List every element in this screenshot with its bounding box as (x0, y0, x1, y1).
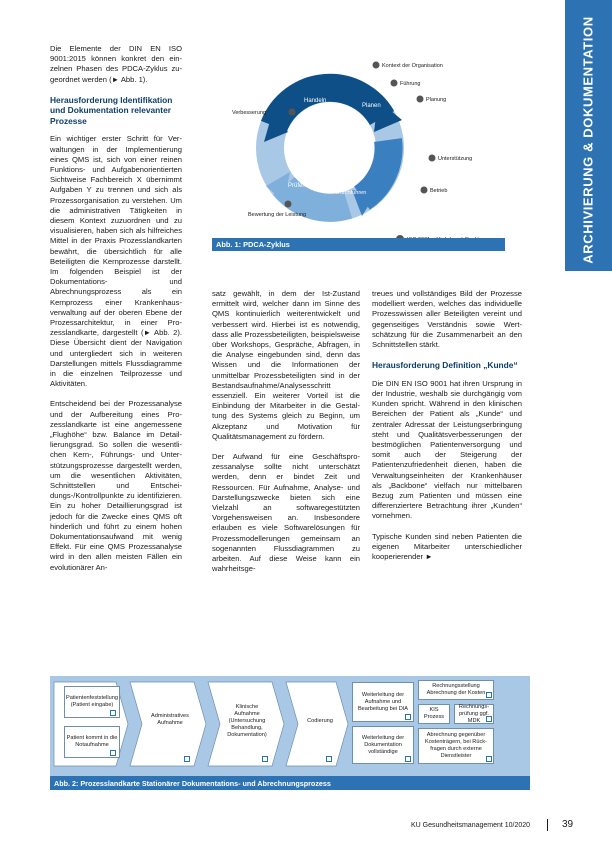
paragraph: Ein wichtiger erster Schritt für Verwaltungen in der Implementierung eines QMS ist, sich von einer reinen Funktions- und Aufgabenorientierten Sichtweise Fachbereich X übernimmt Aufgaben Y zu trennen und sich als Prozessorganisation zu verstehen. Um die administrativen Tätigkeiten in diesem Kontext zuzuordnen und zu visualisieren, haben sich als hilfreiches Mittel in der Praxis Prozesslandkarten bewährt, die übersichtlich für alle Beteiligten die Kernprozesse darstellt. Im folgenden Beispiel ist der Dokumentations- und Abrechnungsprozess als ein Kernprozess einer Krankenhausverwaltung auf der oberen Ebene der Prozessarchitektur, in einer Prozesslandkarte, dargestellt (► Abb. 2). Diese Übersicht dient der Navigation und untergliedert sich in weiteren Darstellungen mittels Flussdiagramme in die einzelnen Teilprozesse und Aktivitäten. (50, 134, 182, 389)
label-fuehrung: Führung (400, 81, 421, 87)
label-durchfuehren: Durchführen (336, 190, 367, 196)
process-box: Patientenfeststellung (Patient eingabe) (64, 686, 120, 718)
label-planen: Planen (362, 103, 381, 109)
page-number: 39 (562, 819, 574, 830)
process-map-figure (50, 676, 530, 790)
process-box: Klinische Aufnahme (Untersuchung Behandlung, Dokumentation) (222, 694, 272, 748)
paragraph: Der Aufwand für eine Geschäftsprozessanalyse sollte nicht unterschätzt werden, denn er bindet Zeit und Ressourcen. Für Aufnahme, Analyse- und Darstellungszwecke bieten sich eine Vielzahl an softwaregestützten Vorgehensweisen an. Insbesondere erlauben es viele Softwarelösungen für Prozessmodellerungen gemeinsam an sogenannten Flussdiagrammen zu arbeiten. Auf diese Weise kann ein wahrheitsge- (212, 452, 360, 574)
bullet-icon (373, 62, 380, 69)
text-column-3 (372, 289, 522, 572)
process-box: Abrechnung gegenüber Kostenträgern, bei Rückfragen durch externe Dienstleister (418, 728, 494, 764)
expand-icon (405, 756, 411, 762)
process-box: Weiterleitung der Dokumentation vollständige (352, 726, 414, 764)
paragraph: satz gewählt, in dem der Ist-Zustand ermittelt wird, welcher dann im Sinne des QMS kontinuierlich weiterentwickelt und verbessert wird. Hierbei ist es notwendig, dass alle Prozessbeteiligten, beispielsweise über Workshops, Gespräche, Abfragen, in die Analyse eingebunden sind, denn das Wissen und die Informationen der unmittelbar Prozessbeteiligten sind in der Bestandsaufnahme/Analysesschritt essenziell. Ein weiterer Vorteil ist die Einbindung der Mitarbeiter in die Gestaltung des Systems gleich zu Beginn, um Akzeptanz und Motivation für Qualitätsmanagement zu fördern. (212, 289, 360, 441)
section-title: ARCHIVIERUNG & DOKUMENTATION (580, 16, 596, 264)
bullet-icon (391, 80, 398, 87)
paragraph: treues und vollständiges Bild der Prozesse modelliert werden, welches das individuelle Prozesswissen aller Beteiligten vereint und gegenseitiges Verständnis sowie Wertschätzung für die Zusammenarbeit an den Schnittstellen stärkt. (372, 289, 522, 350)
bullet-icon (429, 155, 436, 162)
pdca-figure (212, 44, 505, 250)
expand-icon (326, 756, 332, 762)
text-column-1 (50, 44, 182, 583)
bullet-icon (285, 201, 292, 208)
bullet-icon (289, 109, 296, 116)
label-planung: Planung (426, 97, 447, 103)
process-box: Weiterleitung der Aufnahme und Bearbeitung bei DIA (352, 682, 414, 722)
label-handeln: Handeln (304, 98, 327, 104)
label-bewertung: Bewertung der Leistung (248, 212, 307, 218)
expand-icon (405, 714, 411, 720)
bullet-icon (417, 96, 424, 103)
process-box: Administratives Aufnahme (148, 698, 192, 742)
figure-2-caption: Abb. 2: Prozesslandkarte Stationärer Dokumentations- und Abrechnungsprozess (50, 776, 530, 790)
label-verbesserung: Verbesserung (232, 110, 266, 116)
process-box: KIS Prozess (418, 704, 450, 724)
journal-footer: KU Gesundheitsmanagement 10/2020 (411, 822, 531, 829)
paragraph: Entscheidend bei der Prozessanalyse und der Aufbereitung eines Prozesslandkarte ist eine angemessene „Flughöhe“ bzw. Balance im Detaillierungsgrad. So sollen die wesentlichen Kern-, Führungs- und Unterstützungsprozesse dargestellt werden, um die wesentlichen Aktivitäten, Schnittstellen und Entscheidungs-/Kontrollpunkte zu identifizieren. Ein zu hoher Detaillierungsgrad ist jedoch für die Zwecke eines QMS oft hinderlich und führt zu einem hohen Dokumentationsaufwand mit wenig Effekt. Für eine QMS Prozessanalyse wird in den allen meisten Fällen ein evolutionärer An- (50, 399, 182, 572)
label-unterstuetzung: Unterstützung (438, 156, 473, 162)
pdca-diagram (212, 44, 505, 250)
paragraph: Die DIN EN ISO 9001 hat ihren Ursprung in der Industrie, weshalb sie durchgängig vom Kunden spricht. Während in den klinischen Bereichen der Patient als „Kunde“ und zentraler Adressat der Leistungserbringung steht und Qualitätsverbesserungen der bestmöglichen Patientenversorgung und somit auch der Steigerung der Patientenzufriedenheit dienen, haben die Verwaltungseinheiten der Krankenhäuser als „Backbone“ vielfach nur mittelbaren Bezug zum Patienten und müssen eine differenziertere Betrachtung ihrer „Kunden“ vornehmen. (372, 378, 522, 521)
text-column-2 (212, 289, 360, 584)
heading-customer: Herausforderung Definition „Kunde“ (372, 360, 518, 371)
footer-divider (547, 819, 548, 831)
heading-identification: Herausforderung Identifikation und Dokumentation relevanter Prozesse (50, 94, 173, 126)
figure-1-caption: Abb. 1: PDCA-Zyklus (212, 238, 505, 251)
process-box: Patient kommt in die Notaufnahme (64, 726, 120, 758)
paragraph: Typische Kunden sind neben Patienten die eigenen Mitarbeiter unterschiedlicher kooperierender ► (372, 531, 522, 561)
expand-icon (110, 710, 116, 716)
section-side-tab (565, 0, 612, 271)
label-pruefen: Prüfen (288, 183, 306, 189)
process-box: Rechnungsprüfung ggf. MDK (454, 704, 494, 724)
bullet-icon (421, 187, 428, 194)
expand-icon (262, 756, 268, 762)
expand-icon (184, 756, 190, 762)
expand-icon (110, 750, 116, 756)
expand-icon (486, 716, 492, 722)
label-kontext: Kontext der Organisation (382, 63, 443, 69)
process-box: Codierung (302, 712, 338, 730)
label-betrieb: Betrieb (430, 188, 448, 194)
process-box: Rechnungsstellung Abrechnung der Kosten (418, 680, 494, 700)
expand-icon (486, 692, 492, 698)
intro-paragraph: Die Elemente der DIN EN ISO 9001:2015 können konkret den einzelnen Phasen des PDCA-Zyklus zugeordnet werden (► Abb. 1). (50, 44, 182, 84)
expand-icon (486, 756, 492, 762)
